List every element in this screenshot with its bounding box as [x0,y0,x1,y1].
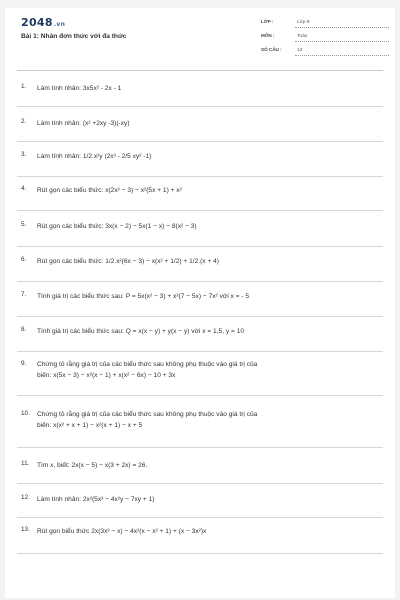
question-item [17,185,383,211]
site-logo[interactable] [21,16,65,29]
question-text [37,359,377,381]
question-item [17,410,383,448]
meta-row-subject [261,32,389,44]
question-item [17,83,383,107]
question-number: 5. [21,221,27,228]
question-number: 9. [21,360,27,367]
question-text: Rút gọn biểu thức 2x(3x³ − x) − 4x²(x − x² + 1) + (x − 3x²)x [37,528,207,535]
question-text: Rút gọn các biểu thức: x(2x² − 3) − x²(5x + 1) + x² [37,187,182,194]
logo-text: 2048 [21,16,53,29]
question-text: Làm tính nhân: 3x5x² - 2x - 1 [37,85,122,92]
meta-row-class [261,18,389,30]
question-text: Tính giá trị các biểu thức sau: Q = x(x − y) + y(x − y) với x = 1,5, y = 10 [37,328,244,335]
meta-value-subject: Toán [295,32,389,42]
meta-label-class: LỚP : [261,19,274,24]
question-number: 11. [21,460,30,467]
question-text [37,409,377,431]
question-text: Làm tính nhân: 2x²(5x³ − 4x²y − 7xy + 1) [37,496,155,503]
question-number: 12. [21,494,30,501]
question-number: 6. [21,256,27,263]
worksheet [5,8,395,598]
question-item [17,326,383,352]
question-item [17,256,383,282]
question-number: 7. [21,291,27,298]
question-item [17,460,383,484]
question-number: 10. [21,410,30,417]
worksheet-header [17,8,383,71]
question-text: Rút gọn các biểu thức: 1/2.x²(6x − 3) − x(x² + 1/2) + 1/2.(x + 4) [37,258,219,265]
question-text-line: Chứng tỏ rằng giá trị của các biểu thức sau không phụ thuộc vào giá trị của [37,411,258,418]
meta-value-class: Lớp 8 [295,18,389,28]
question-item [17,526,383,554]
lesson-title: Bài 1: Nhân đơn thức với đa thức [21,33,127,40]
question-text: Rút gọn các biểu thức: 3x(x − 2) − 5x(1 − x) − 8(x² − 3) [37,223,197,230]
question-text: Làm tính nhân: 1/2.x²y (2x³ - 2/5 xy² -1) [37,153,152,160]
question-text: Làm tính nhân: (x² +2xy -3)(-xy) [37,120,130,127]
meta-label-count: SỐ CÂU : [261,47,282,52]
question-number: 13. [21,526,30,533]
question-text: Tìm x, biết: 2x(x − 5) − x(3 + 2x) = 26. [37,462,148,469]
meta-row-count [261,46,389,58]
question-number: 4. [21,185,27,192]
question-number: 8. [21,326,27,333]
question-number: 3. [21,151,27,158]
question-item [17,221,383,247]
question-item [17,494,383,518]
meta-value-count: 13 [295,46,389,56]
question-item [17,151,383,177]
meta-label-subject: MÔN : [261,33,275,38]
question-item [17,291,383,317]
question-text: Tính giá trị các biểu thức sau: P = 5x(x² − 3) + x²(7 − 5x) − 7x² với x = - 5 [37,293,250,300]
question-number: 2. [21,118,27,125]
question-text-line: biến: x(x² + x + 1) − x²(x + 1) − x + 5 [37,422,143,429]
question-text-line: biến: x(5x − 3) − x²(x − 1) + x(x² − 6x) − 10 + 3x [37,372,176,379]
question-text-line: Chứng tỏ rằng giá trị của các biểu thức sau không phụ thuộc vào giá trị của [37,361,258,368]
meta-box [261,18,389,60]
question-item [17,360,383,396]
question-number: 1. [21,83,27,90]
logo-suffix: .vn [53,21,66,28]
question-item [17,118,383,142]
